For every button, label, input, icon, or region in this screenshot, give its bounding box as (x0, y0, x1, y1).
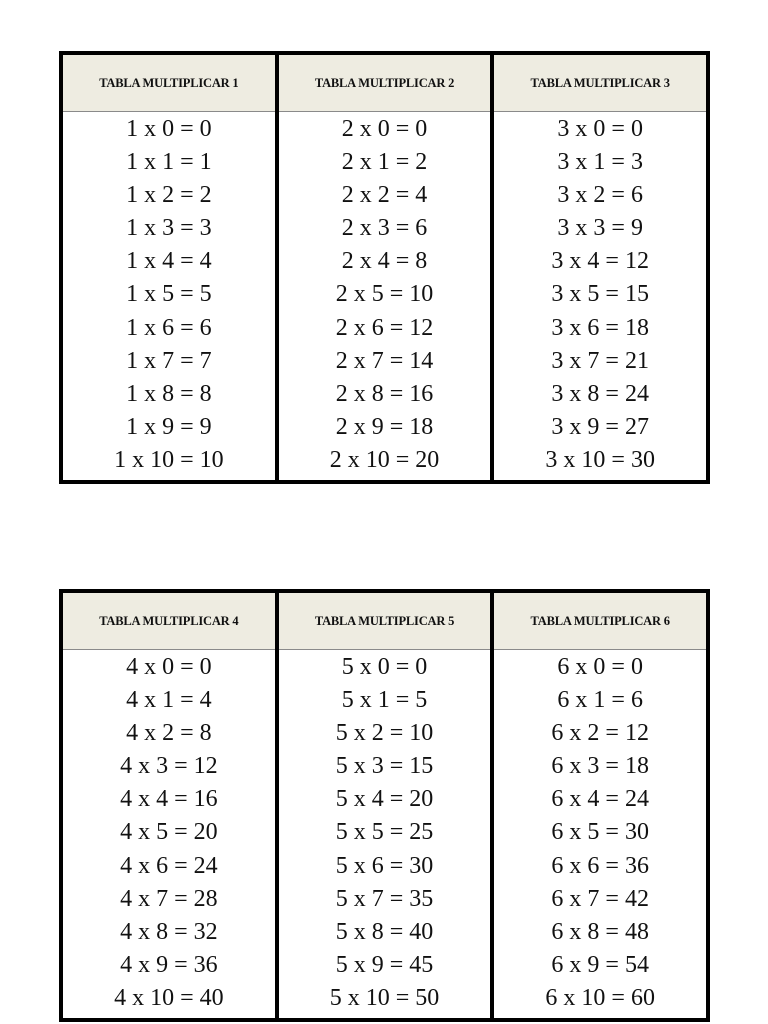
table-row: 4 x 9 = 36 (120, 951, 218, 978)
table-row: 3 x 2 = 6 (557, 182, 643, 209)
table-row: 4 x 10 = 40 (114, 984, 224, 1011)
multiplication-table-group-2 (59, 589, 710, 1022)
table-row: 1 x 3 = 3 (126, 215, 212, 242)
table-row: 1 x 9 = 9 (126, 413, 212, 440)
table-row: 1 x 2 = 2 (126, 182, 212, 209)
table-row: 6 x 8 = 48 (551, 918, 649, 945)
table-row: 5 x 4 = 20 (335, 786, 434, 813)
multiplication-table-column (279, 55, 495, 480)
table-header: TABLA MULTIPLICAR 4 (63, 593, 275, 650)
table-row: 1 x 10 = 10 (114, 446, 224, 473)
table-row: 5 x 8 = 40 (335, 918, 434, 945)
table-rows (494, 650, 706, 1018)
table-row: 3 x 9 = 27 (551, 413, 649, 440)
table-row: 2 x 4 = 8 (341, 248, 428, 275)
table-row: 4 x 0 = 0 (126, 654, 212, 680)
multiplication-table-column (63, 593, 279, 1018)
table-row: 3 x 5 = 15 (551, 281, 649, 308)
table-row: 6 x 3 = 18 (551, 753, 649, 780)
table-row: 5 x 1 = 5 (341, 687, 428, 714)
table-row: 6 x 6 = 36 (551, 852, 649, 879)
table-row: 3 x 8 = 24 (551, 380, 649, 407)
table-row: 2 x 3 = 6 (341, 215, 428, 242)
table-row: 4 x 8 = 32 (120, 918, 218, 945)
table-row: 2 x 9 = 18 (335, 413, 434, 440)
table-row: 6 x 4 = 24 (551, 786, 649, 813)
table-rows (63, 650, 275, 1018)
table-row: 4 x 2 = 8 (126, 720, 212, 747)
multiplication-table-group-1 (59, 51, 710, 484)
table-row: 1 x 5 = 5 (126, 281, 212, 308)
table-rows (279, 650, 491, 1018)
table-header: TABLA MULTIPLICAR 1 (63, 55, 275, 112)
table-row: 4 x 1 = 4 (126, 687, 212, 714)
table-row: 1 x 6 = 6 (126, 314, 212, 341)
table-row: 1 x 7 = 7 (126, 347, 212, 374)
table-row: 5 x 10 = 50 (329, 984, 440, 1011)
table-row: 5 x 9 = 45 (335, 951, 434, 978)
table-row: 6 x 1 = 6 (557, 687, 643, 714)
table-row: 4 x 7 = 28 (120, 885, 218, 912)
table-row: 1 x 0 = 0 (126, 116, 212, 142)
table-row: 4 x 3 = 12 (120, 753, 218, 780)
table-row: 2 x 2 = 4 (341, 182, 428, 209)
table-rows (63, 112, 275, 480)
table-header: TABLA MULTIPLICAR 5 (279, 593, 491, 650)
table-row: 2 x 7 = 14 (335, 347, 434, 374)
table-row: 5 x 7 = 35 (335, 885, 434, 912)
multiplication-table-column (63, 55, 279, 480)
table-row: 3 x 7 = 21 (551, 347, 649, 374)
multiplication-table-column (494, 55, 706, 480)
table-row: 6 x 10 = 60 (545, 984, 655, 1011)
table-row: 4 x 6 = 24 (120, 852, 218, 879)
table-row: 6 x 2 = 12 (551, 720, 649, 747)
table-row: 2 x 5 = 10 (335, 281, 434, 308)
table-row: 2 x 8 = 16 (335, 380, 434, 407)
table-row: 5 x 2 = 10 (335, 720, 434, 747)
multiplication-table-column (494, 593, 706, 1018)
table-row: 5 x 5 = 25 (335, 819, 434, 846)
table-row: 4 x 4 = 16 (120, 786, 218, 813)
table-row: 2 x 10 = 20 (329, 446, 440, 473)
table-row: 1 x 8 = 8 (126, 380, 212, 407)
table-row: 4 x 5 = 20 (120, 819, 218, 846)
table-row: 1 x 4 = 4 (126, 248, 212, 275)
table-row: 5 x 6 = 30 (335, 852, 434, 879)
table-row: 1 x 1 = 1 (126, 149, 212, 176)
table-row: 3 x 0 = 0 (557, 116, 643, 142)
table-row: 5 x 0 = 0 (341, 654, 428, 680)
table-row: 2 x 6 = 12 (335, 314, 434, 341)
table-row: 3 x 3 = 9 (557, 215, 643, 242)
table-header: TABLA MULTIPLICAR 6 (494, 593, 706, 650)
table-header: TABLA MULTIPLICAR 3 (494, 55, 706, 112)
table-row: 2 x 1 = 2 (341, 149, 428, 176)
table-rows (494, 112, 706, 480)
table-row: 6 x 7 = 42 (551, 885, 649, 912)
table-row: 3 x 10 = 30 (545, 446, 655, 473)
table-row: 2 x 0 = 0 (341, 116, 428, 142)
table-header: TABLA MULTIPLICAR 2 (279, 55, 491, 112)
table-row: 6 x 5 = 30 (551, 819, 649, 846)
table-row: 6 x 9 = 54 (551, 951, 649, 978)
table-row: 3 x 1 = 3 (557, 149, 643, 176)
multiplication-table-column (279, 593, 495, 1018)
table-row: 3 x 4 = 12 (551, 248, 649, 275)
table-row: 6 x 0 = 0 (557, 654, 643, 680)
table-row: 3 x 6 = 18 (551, 314, 649, 341)
table-rows (279, 112, 491, 480)
table-row: 5 x 3 = 15 (335, 753, 434, 780)
